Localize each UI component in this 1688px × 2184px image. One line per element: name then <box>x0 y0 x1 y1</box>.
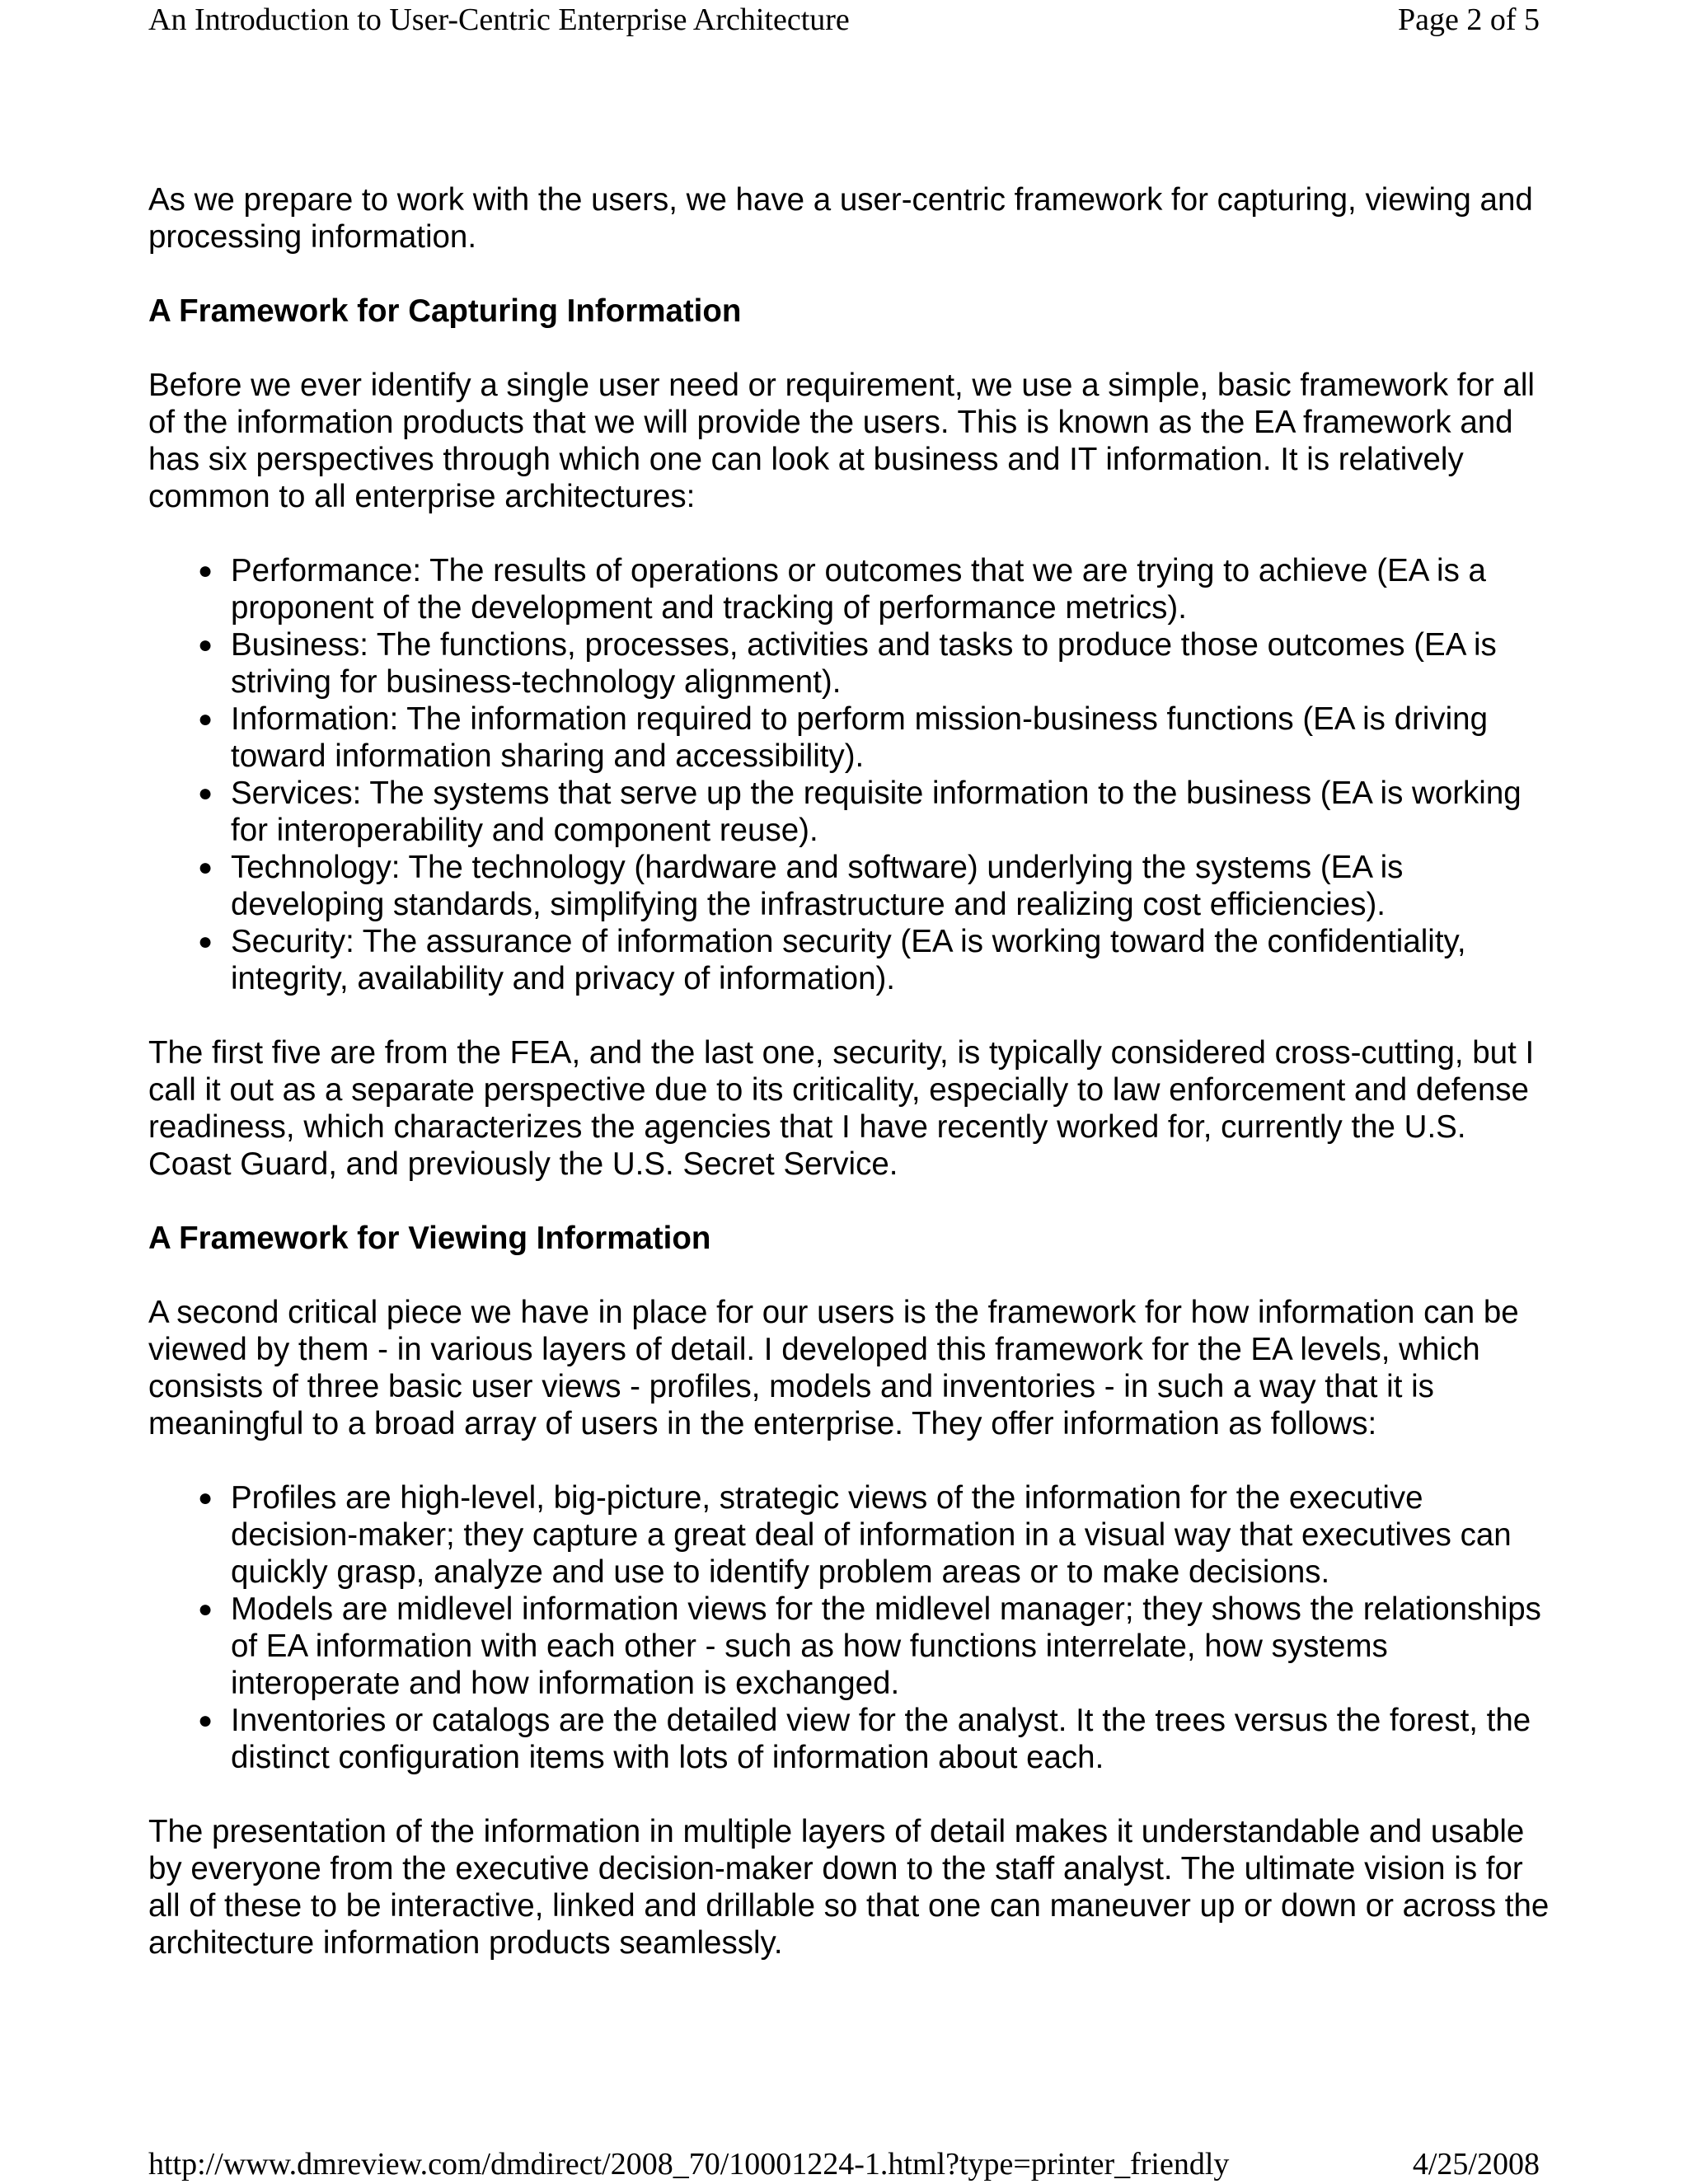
bullet-list-perspectives <box>148 552 1550 997</box>
list-item <box>198 1591 1550 1702</box>
list-item <box>198 701 1550 775</box>
source-url[interactable]: http://www.dmreview.com/dmdirect/2008_70/10001224-1.html?type=printer_friendly <box>148 2147 1230 2182</box>
list-item <box>198 775 1550 849</box>
page-number: Page 2 of 5 <box>1397 2 1540 37</box>
bullet-list-views <box>148 1479 1550 1776</box>
list-item-text: Profiles are high-level, big-picture, strategic views of the information for the executive decision-maker; they capture a great deal of information in a visual way that executives can quickly grasp, analyze and use to identify problem areas or to make decisions. <box>231 1480 1512 1590</box>
list-item-text: Security: The assurance of information security (EA is working toward the confidentiality, integrity, availability and privacy of information). <box>231 924 1466 996</box>
bullet-icon: ● <box>198 928 213 955</box>
document-title: An Introduction to User-Centric Enterprise Architecture <box>148 2 850 37</box>
article-body <box>148 181 1550 1999</box>
bullet-icon: ● <box>198 854 213 881</box>
list-item-text: Models are midlevel information views for the midlevel manager; they shows the relationships of EA information with each other - such as how functions interrelate, how systems interoperate and how information is exchanged. <box>231 1591 1541 1701</box>
list-item-text: Performance: The results of operations or outcomes that we are trying to achieve (EA is a proponent of the development and tracking of performance metrics). <box>231 553 1486 626</box>
list-item-text: Business: The functions, processes, activities and tasks to produce those outcomes (EA is striving for business-technology alignment). <box>231 627 1497 700</box>
list-item-text: Technology: The technology (hardware and software) underlying the systems (EA is developing standards, simplifying the infrastructure and realizing cost efficiencies). <box>231 850 1404 922</box>
list-item <box>198 849 1550 923</box>
bullet-icon: ● <box>198 780 213 807</box>
list-item-text: Services: The systems that serve up the requisite information to the business (EA is working for interoperability and component reuse). <box>231 776 1522 848</box>
section-heading-viewing: A Framework for Viewing Information <box>148 1221 711 1256</box>
section-heading-capturing: A Framework for Capturing Information <box>148 293 742 329</box>
list-item <box>198 552 1550 626</box>
page-header <box>148 0 1540 40</box>
section-closing-viewing: The presentation of the information in multiple layers of detail makes it understandable and usable by everyone from the executive decision-maker down to the staff analyst. The ultimate vision is for all of these to be interactive, linked and drillable so that one can maneuver up or down or across the architecture information products seamlessly. <box>148 1814 1550 1961</box>
bullet-icon: ● <box>198 557 213 584</box>
list-item <box>198 1702 1550 1776</box>
bullet-icon: ● <box>198 1707 213 1734</box>
bullet-icon: ● <box>198 1484 213 1511</box>
intro-paragraph: As we prepare to work with the users, we have a user-centric framework for capturing, viewing and processing information. <box>148 182 1533 255</box>
page-footer <box>148 2144 1540 2184</box>
bullet-icon: ● <box>198 1596 213 1623</box>
list-item <box>198 626 1550 701</box>
section-closing-capturing: The first five are from the FEA, and the last one, security, is typically considered cross-cutting, but I call it out as a separate perspective due to its criticality, especially to law enforcement and defense readiness, which characterizes the agencies that I have recently worked for, currently the U.S. Coast Guard, and previously the U.S. Secret Service. <box>148 1035 1535 1182</box>
bullet-icon: ● <box>198 705 213 733</box>
print-date: 4/25/2008 <box>1412 2147 1540 2182</box>
list-item-text: Inventories or catalogs are the detailed view for the analyst. It the trees versus the forest, the distinct configuration items with lots of information about each. <box>231 1703 1531 1775</box>
list-item <box>198 1479 1550 1591</box>
section-paragraph-viewing: A second critical piece we have in place for our users is the framework for how information can be viewed by them - in various layers of detail. I developed this framework for the EA levels, which consists of three basic user views - profiles, models and inventories - in such a way that it is meaningful to a broad array of users in the enterprise. They offer information as follows: <box>148 1295 1519 1441</box>
list-item <box>198 923 1550 997</box>
list-item-text: Information: The information required to perform mission-business functions (EA is driving toward information sharing and accessibility). <box>231 701 1488 774</box>
section-paragraph-capturing: Before we ever identify a single user need or requirement, we use a simple, basic framework for all of the information products that we will provide the users. This is known as the EA framework and has six perspectives through which one can look at business and IT information. It is relatively common to all enterprise architectures: <box>148 368 1535 514</box>
bullet-icon: ● <box>198 631 213 658</box>
